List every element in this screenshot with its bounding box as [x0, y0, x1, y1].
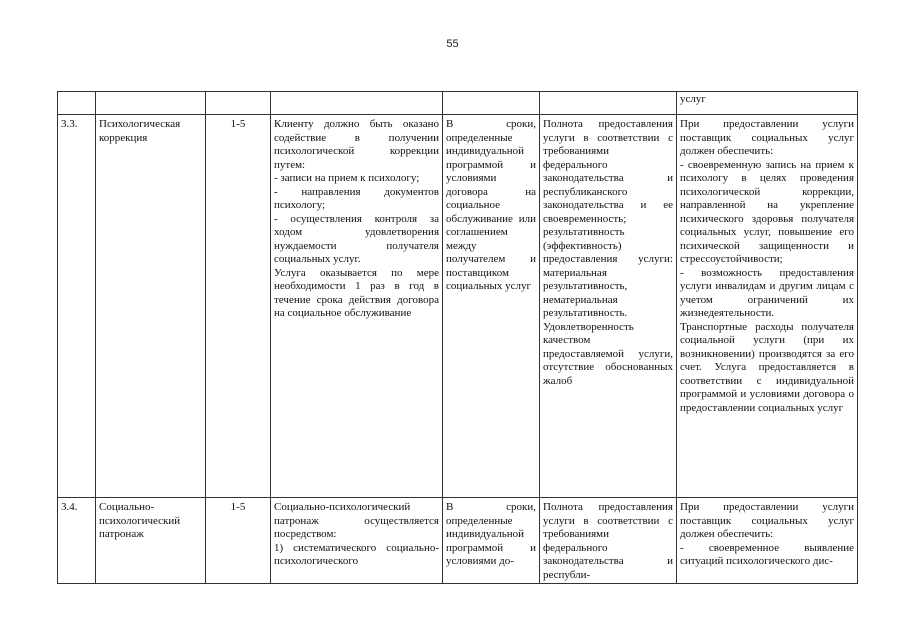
- cell-num: 3.4.: [58, 498, 96, 584]
- conditions-text: Транспортные расходы получателя социальной услуги (при их возникновении) производятся за его счет. Услуга предоставляется в соответствии с индивидуальной программой и условиями договора о предоставлении социальных услуг: [680, 320, 854, 414]
- table-row: [58, 92, 858, 115]
- conditions-text: услуг: [680, 93, 706, 105]
- cell-name: Психологическая коррекция: [96, 115, 206, 498]
- description-text: 1) систематического социально-психологического: [274, 541, 439, 567]
- conditions-text: - своевременную запись на прием к психологу в целях проведения психологической коррекции, направленной на укрепление психического здоровья получателя социальных услуг, повышение его психической защищенности и стрессоустойчивости;: [680, 158, 854, 265]
- conditions-text: - своевременное выявление ситуаций психологического дис-: [680, 541, 854, 567]
- conditions-text: При предоставлении услуги поставщик социальных услуг должен обеспечить:: [680, 118, 854, 157]
- cell-indicators: [540, 115, 677, 498]
- cell-code: 1-5: [206, 115, 271, 498]
- cell-terms: [443, 92, 540, 115]
- indicators-text: Полнота предоставления услуги в соответствии с требованиями федерального законодательства и республиканского законодательства и ее своевременность; результативность (эффективность) предоставления услуги: материальная результативность, нематериальная результативность. Удовлетворенность качеством предоставляемой услуги, отсутствие обоснованных жалоб: [543, 118, 673, 387]
- cell-description: [271, 498, 443, 584]
- description-text: Социально-психологический патронаж осуществляется посредством:: [274, 501, 439, 540]
- cell-num: [58, 92, 96, 115]
- cell-code: [206, 92, 271, 115]
- cell-num: 3.3.: [58, 115, 96, 498]
- cell-terms: [443, 498, 540, 584]
- cell-conditions: [677, 92, 858, 115]
- cell-terms: [443, 115, 540, 498]
- page-number: 55: [446, 38, 459, 50]
- cell-description: [271, 92, 443, 115]
- cell-description: [271, 115, 443, 498]
- cell-indicators: [540, 92, 677, 115]
- terms-text: В сроки, определенные индивидуальной программой и условиями до-: [446, 501, 536, 567]
- description-text: - направления документов психологу;: [274, 185, 439, 211]
- cell-name: [96, 92, 206, 115]
- cell-conditions: [677, 115, 858, 498]
- table-row: [58, 498, 858, 584]
- description-text: - осуществления контроля за ходом удовлетворения нуждаемости получателя социальных услуг.: [274, 212, 439, 265]
- services-table: [57, 91, 858, 584]
- description-text: Услуга оказывается по мере необходимости 1 раз в год в течение срока действия договора на социальное обслуживание: [274, 266, 439, 319]
- cell-name: Социально-психологический патронаж: [96, 498, 206, 584]
- terms-text: В сроки, определенные индивидуальной программой и условиями договора на социальное обслуживание или соглашением между получателем и поставщиком социальных услуг: [446, 118, 536, 292]
- conditions-text: - возможность предоставления услуги инвалидам и другим лицам с учетом ограничений их жизнедеятельности.: [680, 266, 854, 319]
- indicators-text: Полнота предоставления услуги в соответствии с требованиями федерального законодательства и республи-: [543, 501, 673, 581]
- table-row: [58, 115, 858, 498]
- description-text: - записи на прием к психологу;: [274, 172, 420, 184]
- description-text: Клиенту должно быть оказано содействие в получении психологической коррекции путем:: [274, 118, 439, 171]
- cell-indicators: [540, 498, 677, 584]
- conditions-text: При предоставлении услуги поставщик социальных услуг должен обеспечить:: [680, 501, 854, 540]
- cell-code: 1-5: [206, 498, 271, 584]
- cell-conditions: [677, 498, 858, 584]
